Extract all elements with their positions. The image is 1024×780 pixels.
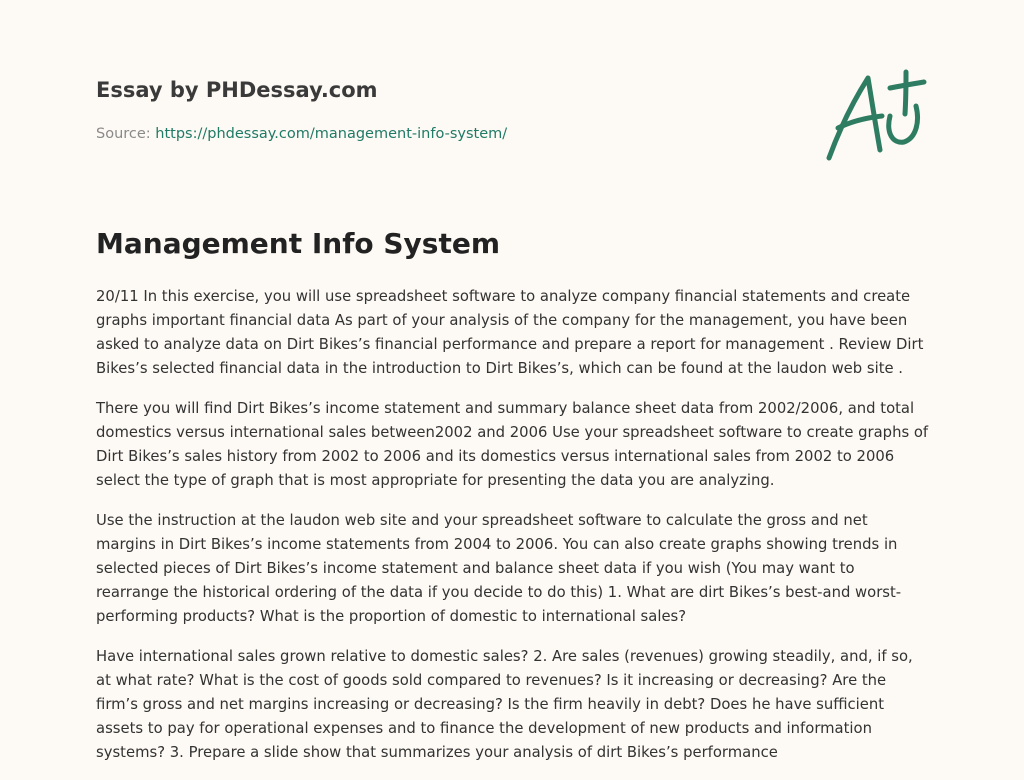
essay-paragraph-1: 20/11 In this exercise, you will use spreadsheet software to analyze company financial statements and create graphs important financial data As part of your analysis of the company for the management, you have been asked to analyze data on Dirt Bikes’s financial performance and prepare a report for management . Review Dirt Bikes’s selected financial data in the introduction to Dirt Bikes’s, which can be found at the laudon web site . — [96, 288, 924, 377]
essay-paragraph-2: There you will find Dirt Bikes’s income statement and summary balance sheet data from 2002/2006, and total domestics versus international sales between2002 and 2006 Use your spreadsheet software to create graphs of Dirt Bikes’s sales history from 2002 to 2006 and its domestics versus international sales from 2002 to 2006 select the type of graph that is most appropriate for presenting the data you are analyzing. — [96, 400, 929, 489]
source-line — [96, 124, 507, 144]
source-link[interactable]: https://phdessay.com/management-info-system/ — [155, 126, 508, 142]
essay-title: Management Info System — [96, 227, 501, 260]
site-title: Essay by PHDessay.com — [96, 78, 378, 102]
source-label: Source: — [96, 126, 151, 142]
a-plus-logo-icon — [820, 66, 930, 166]
essay-paragraph-4: Have international sales grown relative to domestic sales? 2. Are sales (revenues) growing steadily, and, if so, at what rate? What is the cost of goods sold compared to revenues? Is it increasing or decreasing? Are the firm’s gross and net margins increasing or decreasing? Is the firm heavily in debt? Does he have sufficient assets to pay for operational expenses and to finance the development of new products and information systems? 3. Prepare a slide show that summarizes your analysis of dirt Bikes’s performance — [96, 648, 913, 761]
essay-body — [96, 285, 931, 780]
essay-paragraph-3: Use the instruction at the laudon web site and your spreadsheet software to calculate the gross and net margins in Dirt Bikes’s income statements from 2004 to 2006. You can also create graphs showing trends in selected pieces of Dirt Bikes’s income statement and balance sheet data if you wish (You may want to rearrange the historical ordering of the data if you decide to do this) 1. What are dirt Bikes’s best-and worst- performing products? What is the proportion of domestic to international sales? — [96, 512, 902, 625]
